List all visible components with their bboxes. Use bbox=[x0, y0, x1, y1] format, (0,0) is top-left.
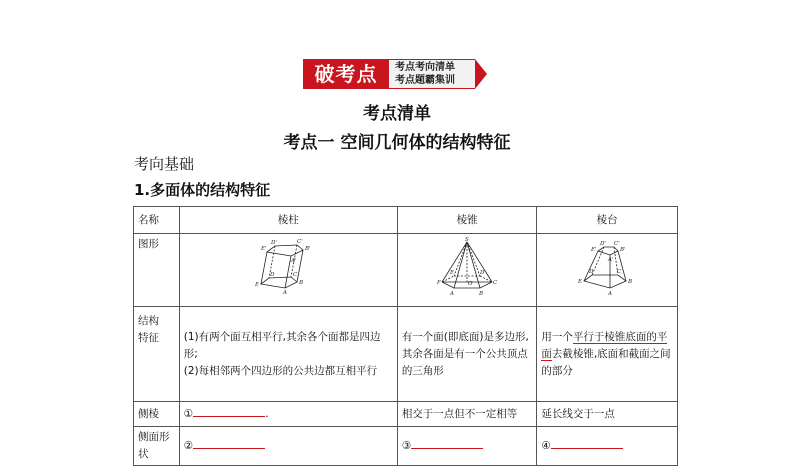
frustum-label-d1: D' bbox=[600, 241, 607, 247]
table-header-row bbox=[134, 207, 678, 234]
prism-features bbox=[179, 307, 397, 402]
banner-line-1: 考点考向清单 bbox=[395, 62, 455, 73]
faces-pyramid-marker: ③ bbox=[401, 440, 412, 452]
prism-label-a1: A' bbox=[291, 258, 297, 264]
prism-label-e: E bbox=[255, 282, 260, 288]
prism-label-d: D bbox=[270, 272, 275, 278]
prism-figure bbox=[253, 236, 323, 298]
faces-pyramid bbox=[397, 427, 537, 466]
banner bbox=[303, 59, 486, 89]
subsection-heading: 1.多面体的结构特征 bbox=[134, 181, 271, 199]
pyramid-label-a: A bbox=[450, 291, 455, 297]
frustum-features bbox=[537, 307, 678, 402]
faces-frustum bbox=[537, 427, 678, 466]
frustum-feature-after: 去截棱锥,底面和截面之间的部分 bbox=[541, 347, 671, 377]
frustum-figure bbox=[572, 236, 642, 298]
frustum-label-c: C bbox=[617, 269, 622, 275]
prism-feature-2: (2)每相邻两个四边形的公共边都互相平行 bbox=[183, 364, 378, 377]
header-pyramid: 棱锥 bbox=[397, 207, 537, 234]
header-prism: 棱柱 bbox=[179, 207, 397, 234]
edges-frustum: 延长线交于一点 bbox=[537, 402, 678, 427]
features-label-line2: 特征 bbox=[138, 332, 159, 344]
frustum-label-a1: A' bbox=[608, 257, 614, 263]
frustum-label-a: A bbox=[608, 291, 613, 297]
faces-prism bbox=[179, 427, 397, 466]
prism-label-b1: B' bbox=[305, 246, 311, 252]
banner-main-label: 破考点 bbox=[303, 59, 389, 89]
faces-row bbox=[134, 427, 678, 466]
pyramid-label-c: C bbox=[493, 280, 498, 286]
frustum-feature-before: 用一个 bbox=[541, 330, 573, 343]
banner-side bbox=[389, 59, 475, 89]
faces-frustum-blank[interactable] bbox=[551, 437, 623, 449]
faces-prism-marker: ② bbox=[183, 440, 194, 452]
prism-label-a: A bbox=[283, 290, 288, 296]
pyramid-label-e: E bbox=[450, 270, 455, 276]
figure-label: 图形 bbox=[134, 234, 180, 307]
frustum-label-e: E bbox=[578, 279, 583, 285]
pyramid-label-f: F bbox=[437, 280, 441, 286]
faces-pyramid-blank[interactable] bbox=[411, 437, 483, 449]
header-name: 名称 bbox=[134, 207, 180, 234]
prism-feature-1: (1)有两个面互相平行,其余各个面都是四边形; bbox=[183, 330, 381, 360]
pyramid-label-d: D bbox=[480, 270, 485, 276]
header-frustum: 棱台 bbox=[537, 207, 678, 234]
frustum-label-e1: E' bbox=[591, 247, 597, 253]
edges-prism bbox=[179, 402, 397, 427]
frustum-label-d: D bbox=[589, 269, 594, 275]
edges-row bbox=[134, 402, 678, 427]
edges-prism-blank[interactable] bbox=[193, 405, 265, 417]
frustum-figure-cell bbox=[537, 234, 678, 307]
frustum-label-c1: C' bbox=[614, 241, 620, 247]
frustum-label-b: B bbox=[628, 279, 633, 285]
banner-line-2: 考点题霸集训 bbox=[395, 75, 455, 86]
pyramid-figure-cell bbox=[397, 234, 537, 307]
prism-label-e1: E' bbox=[261, 246, 267, 252]
page-subtitle: 考点一 空间几何体的结构特征 bbox=[283, 133, 511, 153]
features-label-line1: 结构 bbox=[138, 315, 159, 327]
prism-label-b: B bbox=[299, 280, 304, 286]
edges-pyramid: 相交于一点但不一定相等 bbox=[397, 402, 537, 427]
polyhedra-table bbox=[133, 206, 678, 466]
prism-label-c1: C' bbox=[297, 239, 304, 245]
faces-prism-blank[interactable] bbox=[193, 437, 265, 449]
faces-label: 侧面形状 bbox=[134, 427, 180, 466]
pyramid-label-s: S bbox=[465, 237, 469, 243]
section-heading: 考向基础 bbox=[134, 155, 195, 173]
frustum-feature-underline: 平行于棱锥底面的平面 bbox=[541, 330, 668, 360]
frustum-label-b1: B' bbox=[620, 247, 626, 253]
edges-prism-end: . bbox=[265, 408, 269, 420]
figure-row bbox=[134, 234, 678, 307]
pyramid-label-b: B bbox=[479, 291, 484, 297]
prism-label-c: C bbox=[293, 272, 298, 278]
pyramid-features: 有一个面(即底面)是多边形,其余各面是有一个公共顶点的三角形 bbox=[397, 307, 537, 402]
prism-label-d1: D' bbox=[271, 240, 278, 246]
banner-arrow-icon bbox=[475, 59, 487, 89]
page-title: 考点清单 bbox=[363, 104, 431, 124]
features-row bbox=[134, 307, 678, 402]
features-label bbox=[134, 307, 180, 402]
pyramid-label-o: O bbox=[468, 281, 473, 287]
faces-frustum-marker: ④ bbox=[541, 440, 551, 452]
edges-prism-marker: ① bbox=[183, 408, 194, 420]
edges-label: 侧棱 bbox=[134, 402, 180, 427]
prism-figure-cell bbox=[179, 234, 397, 307]
pyramid-figure bbox=[432, 236, 502, 298]
